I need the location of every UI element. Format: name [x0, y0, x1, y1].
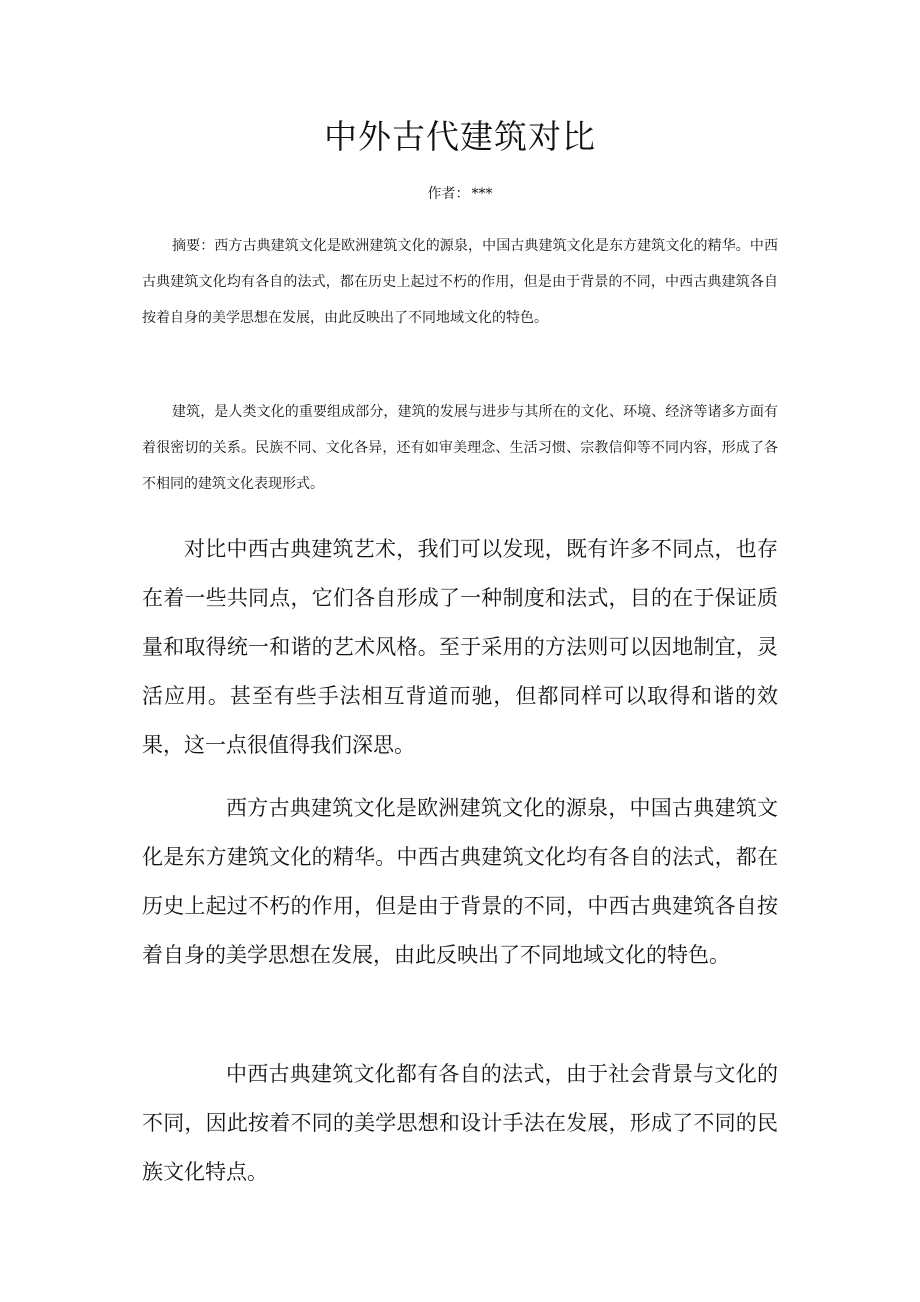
author-line [0, 182, 920, 206]
body-paragraph-2: 西方古典建筑文化是欧洲建筑文化的源泉，中国古典建筑文化是东方建筑文化的精华。中西古典建筑文化均有各自的法式，都在历史上起过不朽的作用，但是由于背景的不同，中西古典建筑各自按着自身的美学思想在发展，由此反映出了不同地域文化的特色。 [142, 796, 778, 967]
body-paragraph-1: 对比中西古典建筑艺术，我们可以发现，既有许多不同点，也存在着一些共同点，它们各自形成了一种制度和法式，目的在于保证质量和取得统一和谐的艺术风格。至于采用的方法则可以因地制宜，灵活应用。甚至有些手法相互背道而驰，但都同样可以取得和谐的效果，这一点很值得我们深思。 [142, 537, 778, 757]
intro-paragraph: 建筑，是人类文化的重要组成部分，建筑的发展与进步与其所在的文化、环境、经济等诸多方面有着很密切的关系。民族不同、文化各异，还有如审美理念、生活习惯、宗教信仰等不同内容，形成了各不相同的建筑文化表现形式。 [142, 404, 778, 492]
abstract-paragraph: 摘要：西方古典建筑文化是欧洲建筑文化的源泉，中国古典建筑文化是东方建筑文化的精华。中西古典建筑文化均有各自的法式，都在历史上起过不朽的作用，但是由于背景的不同，中西古典建筑各自按着自身的美学思想在发展，由此反映出了不同地域文化的特色。 [142, 238, 778, 326]
author-name: *** [471, 186, 493, 202]
body-paragraph-3: 中西古典建筑文化都有各自的法式，由于社会背景与文化的不同，因此按着不同的美学思想和设计手法在发展，形成了不同的民族文化特点。 [142, 1062, 778, 1184]
author-label: 作者： [427, 186, 470, 202]
document-title: 中外古代建筑对比 [324, 117, 596, 156]
